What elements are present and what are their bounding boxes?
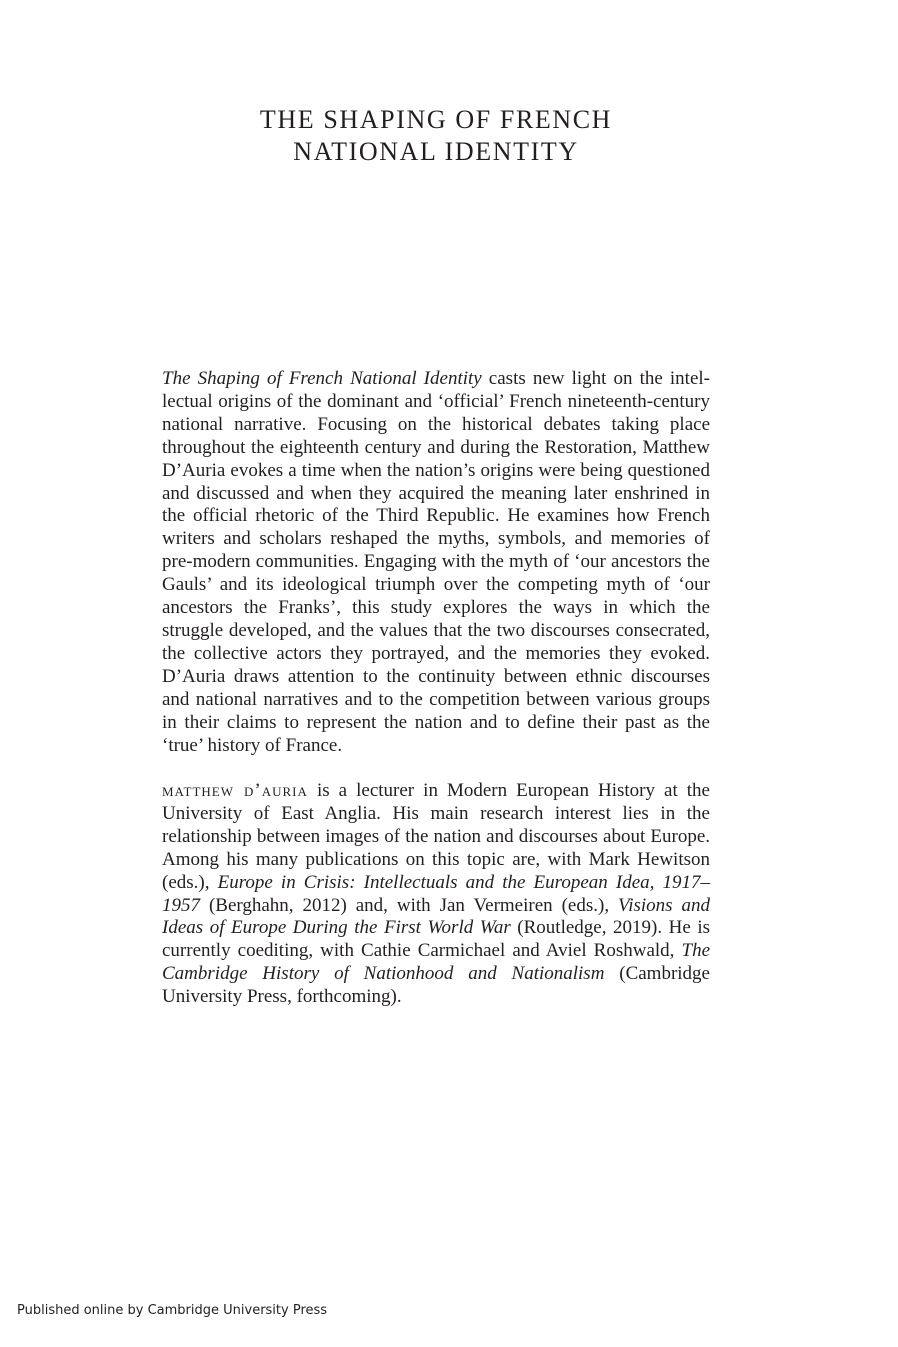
bio-work-2: Visions and Ideas of Europe During the First World War xyxy=(162,894,710,939)
bio-text-3: (Routledge, 2019). He is currently coediting, with Cathie Carmichael and Aviel Roshwald, xyxy=(162,917,710,962)
bio-text-4: (Cambridge University Press, forthcoming). xyxy=(162,963,710,1008)
bio-text-2: (Berghahn, 2012) and, with Jan Vermeiren (eds.), xyxy=(200,894,619,916)
page-title xyxy=(0,104,872,168)
bio-work-1: , Europe in Crisis: Intellectuals and the European Idea, 1917–1957 xyxy=(162,871,710,916)
bio-work-3: The Cambridge History of Nationhood and Nationalism xyxy=(162,940,710,985)
author-bio xyxy=(162,780,710,1009)
author-name: matthew d’auria xyxy=(162,780,308,801)
title-line-1: THE SHAPING OF FRENCH xyxy=(259,105,613,134)
book-description xyxy=(162,368,710,757)
publisher-footer: Published online by Cambridge University Press xyxy=(17,1303,328,1318)
book-title: The Shaping of French National Identity xyxy=(162,368,482,389)
title-line-2: NATIONAL IDENTITY xyxy=(293,137,579,166)
bio-text-1: is a lecturer in Modern European History at the University of East Anglia. His main research interest lies in the relationship between images of the nation and discourses about Europe. Among his many publications on this topic are, with Mark Hewitson (eds.) xyxy=(162,780,710,893)
description-text: casts new light on the intellectual origins of the dominant and ‘official’ French nineteenth-century national narrative. Focusing on the historical debates taking place throughout the eighteenth century and during the Restoration, Matthew D’Auria evokes a time when the nation’s origins were being questioned and discussed and when they acquired the meaning later enshrined in the official rhetoric of the Third Republic. He examines how French writers and scholars reshaped the myths, symbols, and memories of pre-modern communities. Engaging with the myth of ‘our ancestors the Gauls’ and its ideological triumph over the competing myth of ‘our ancestors the Franks’, this study explores the ways in which the struggle developed, and the values that the two discourses consecrated, the collective actors they portrayed, and the memories they evoked. D’Auria draws attention to the continuity between ethnic discourses and national narratives and to the competition between various groups in their claims to represent the nation and to define their past as the ‘true’ history of France. xyxy=(162,368,710,756)
